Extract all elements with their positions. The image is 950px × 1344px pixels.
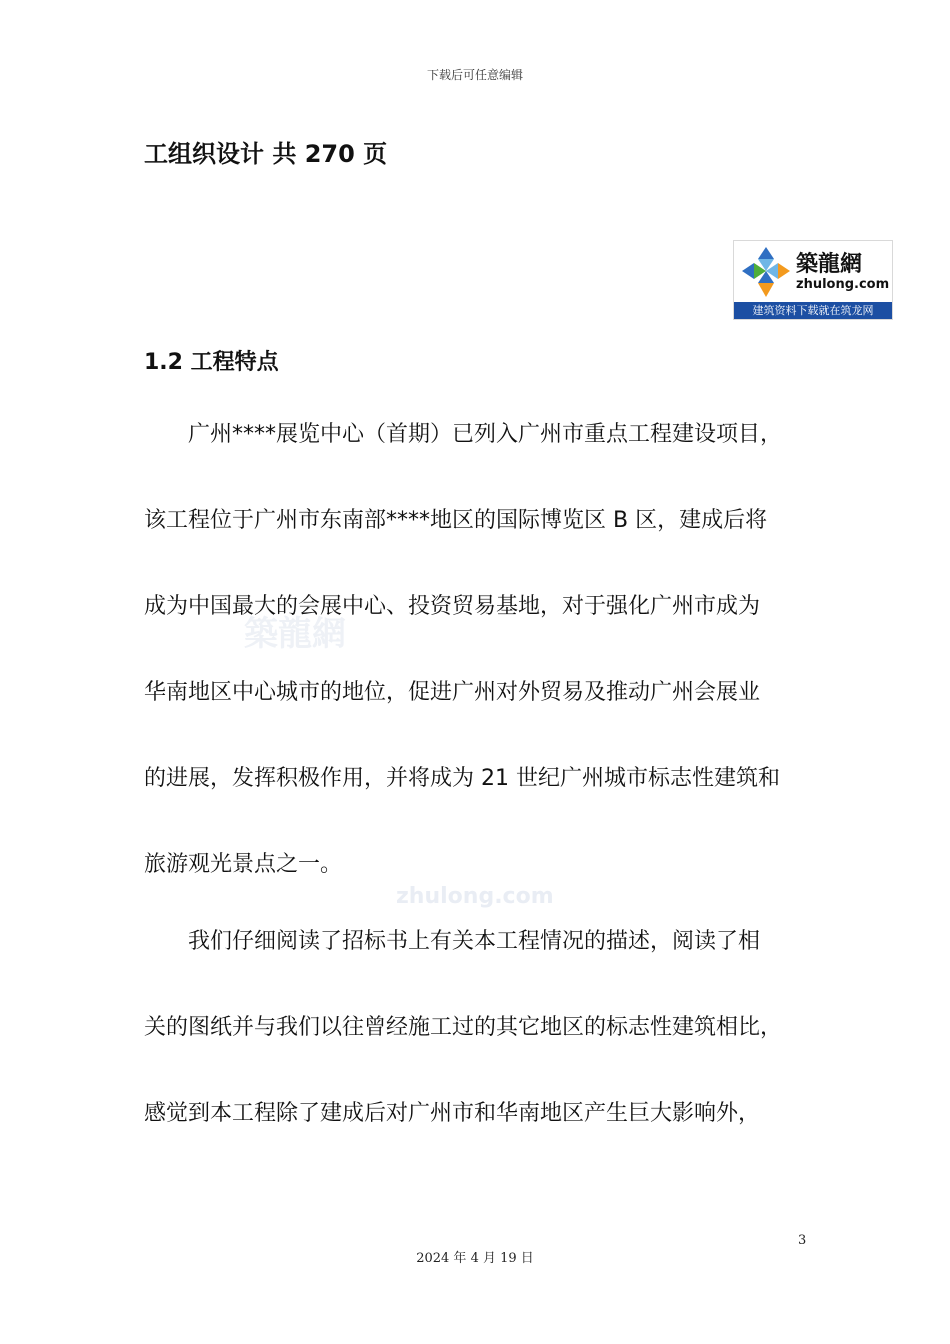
paragraph-line: 该工程位于广州市东南部****地区的国际博览区 B 区，建成后将 [144, 508, 768, 533]
paragraph-line: 关的图纸并与我们以往曾经施工过的其它地区的标志性建筑相比， [144, 1015, 783, 1040]
zhulong-logo-mark-icon [738, 245, 794, 299]
zhulong-logo [733, 240, 893, 320]
watermark-cn: 築龍網 [244, 614, 346, 654]
document-title: 工组织设计 共 270 页 [144, 140, 388, 168]
paragraph-line: 成为中国最大的会展中心、投资贸易基地，对于强化广州市成为 [144, 594, 761, 619]
page-date: 2024 年 4 月 19 日 [416, 1251, 534, 1266]
watermark-en: zhulong.com [396, 884, 554, 909]
paragraph-line: 旅游观光景点之一。 [144, 852, 343, 877]
section-heading: 1.2 工程特点 [144, 350, 279, 375]
page-number: 3 [798, 1233, 807, 1248]
logo-domain: zhulong.com [796, 277, 890, 292]
paragraph-line: 我们仔细阅读了招标书上有关本工程情况的描述，阅读了相 [188, 929, 761, 954]
page-header: 下载后可任意编辑 [426, 68, 523, 82]
paragraph-line: 的进展，发挥积极作用，并将成为 21 世纪广州城市标志性建筑和 [144, 766, 780, 791]
logo-tagline: 建筑资料下载就在筑龙网 [734, 302, 892, 319]
paragraph-line: 感觉到本工程除了建成后对广州市和华南地区产生巨大影响外， [144, 1101, 761, 1126]
logo-name-cn: 築龍網 [796, 251, 863, 277]
paragraph-line: 广州****展览中心（首期）已列入广州市重点工程建设项目， [188, 422, 783, 447]
paragraph-line: 华南地区中心城市的地位，促进广州对外贸易及推动广州会展业 [144, 680, 761, 705]
